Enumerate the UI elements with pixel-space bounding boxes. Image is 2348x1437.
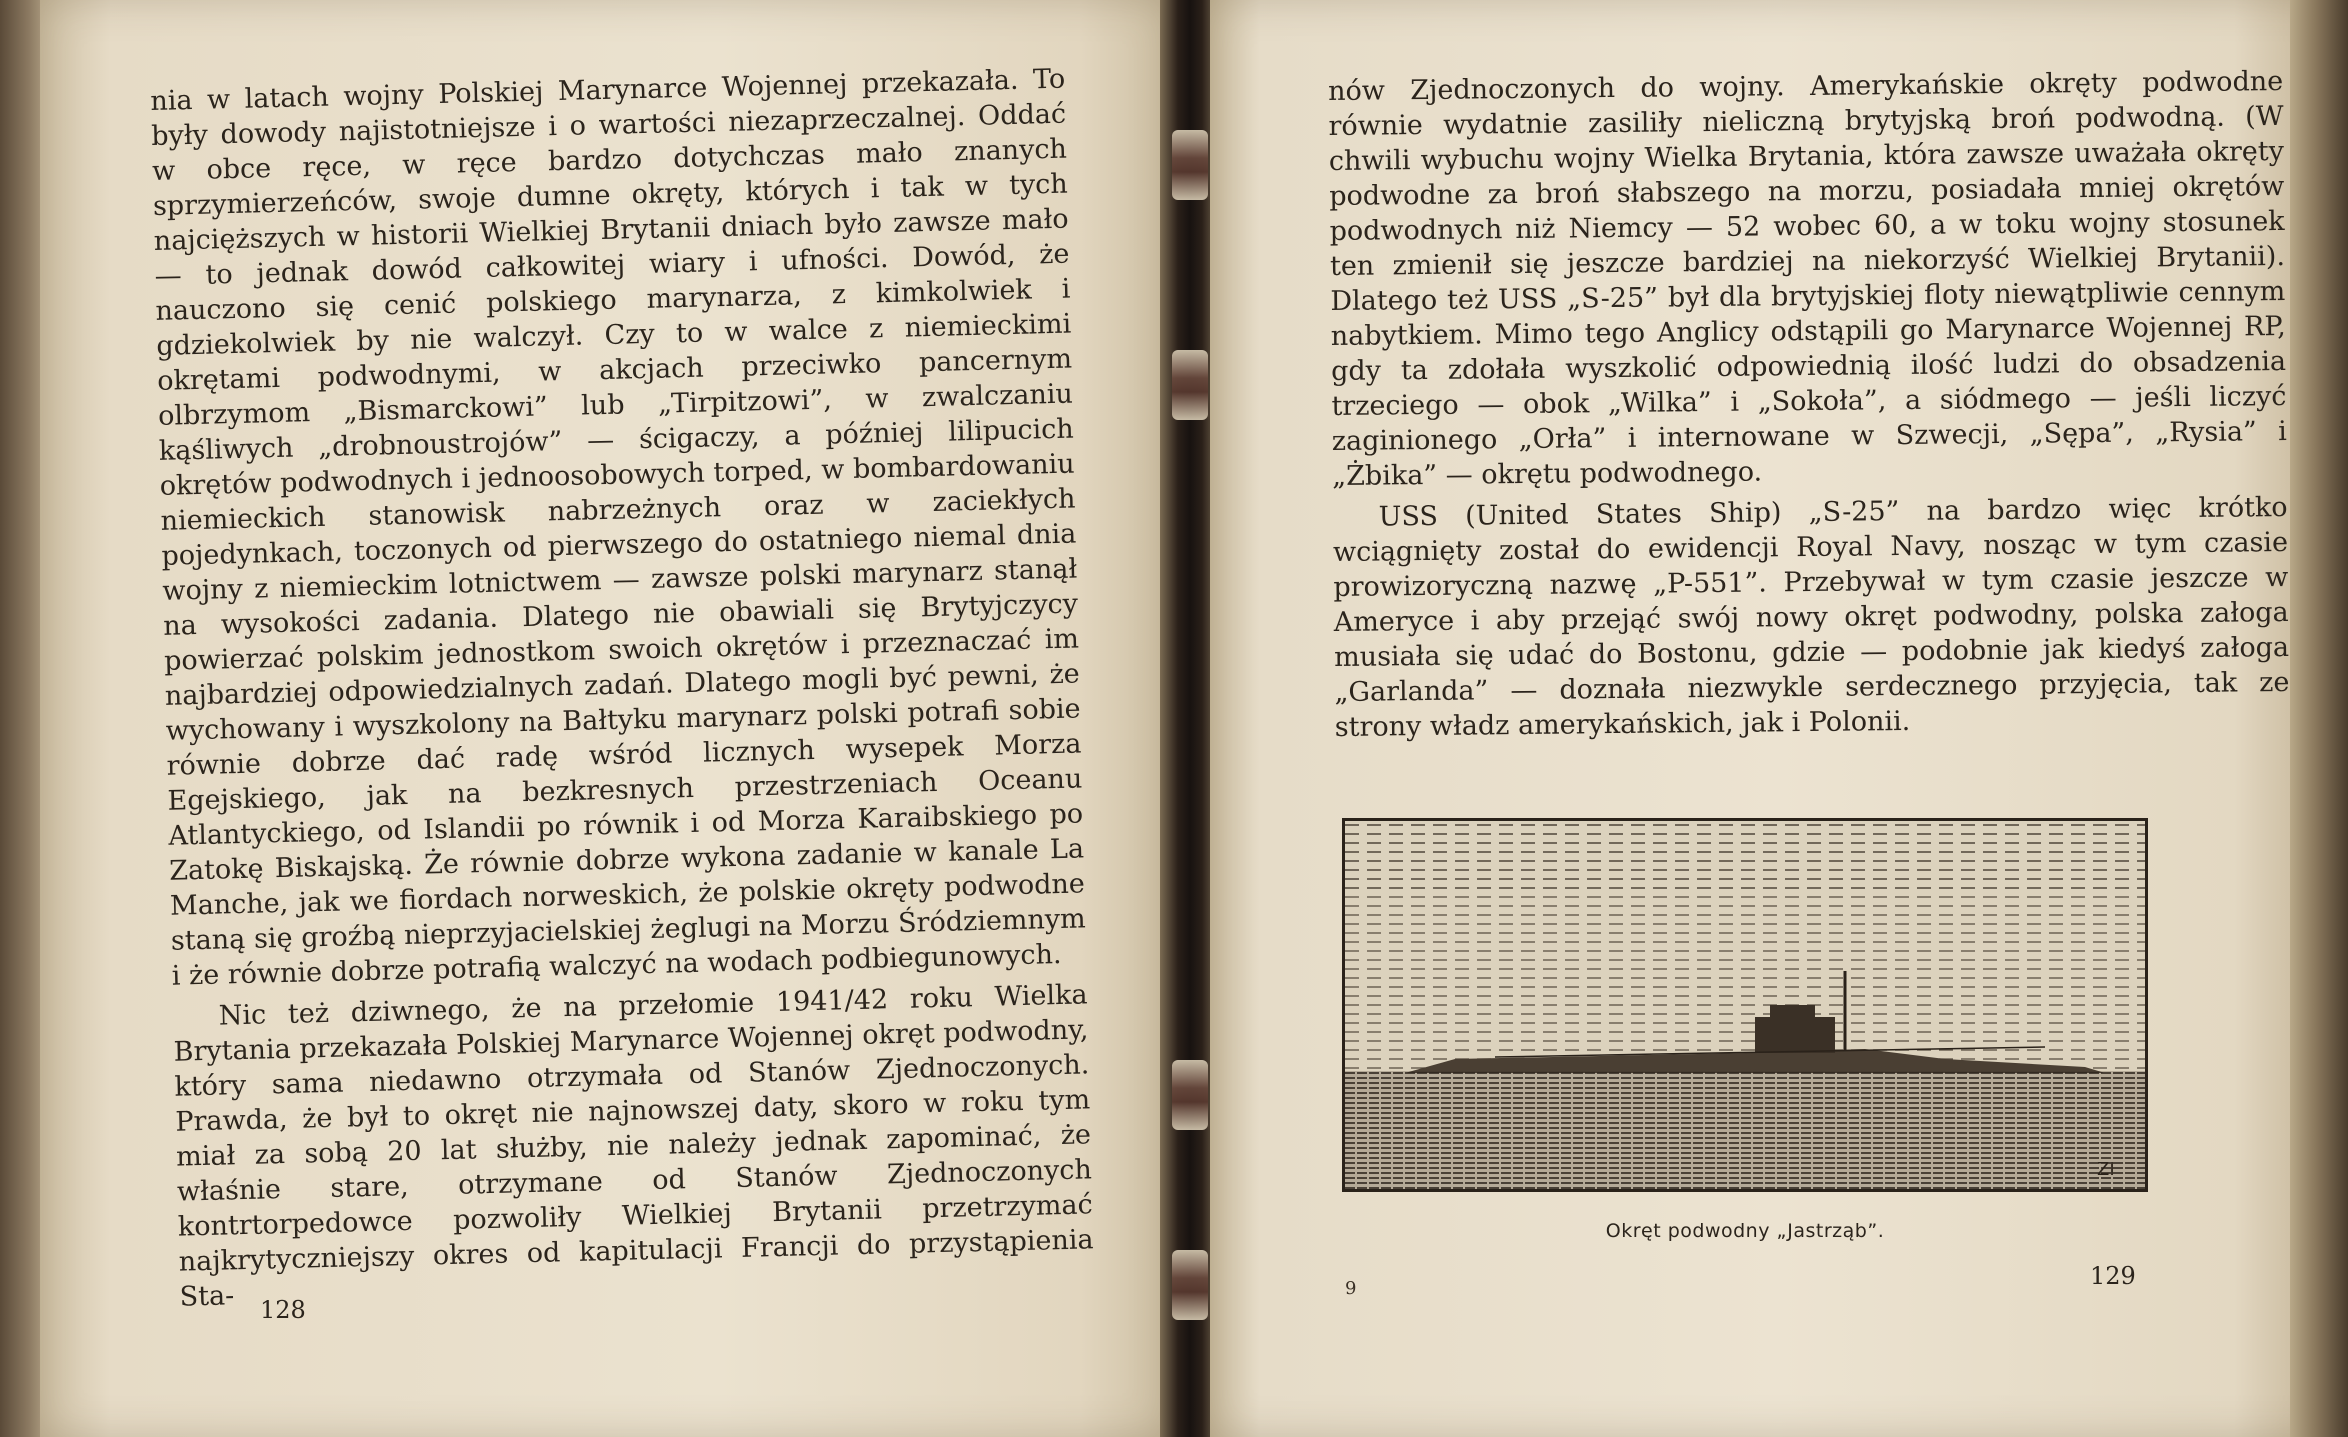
left-page-text (150, 62, 1095, 1315)
left-page (40, 0, 1170, 1437)
right-page-text (1328, 64, 2290, 745)
right-page (1210, 0, 2348, 1437)
figure-caption: Okręt podwodny „Jastrząb”. (1605, 1220, 1885, 1242)
submarine-engraving (1345, 821, 2145, 1189)
page-number-right: 129 (2090, 1262, 2136, 1290)
book-edge (2290, 0, 2348, 1437)
binding-stitch (1172, 1250, 1208, 1320)
submarine-illustration (1342, 818, 2148, 1192)
page-number-left: 128 (260, 1296, 306, 1324)
right-paragraph-2: USS (United States Ship) „S-25” na bardzo więc krótko wciągnięty został do ewidencji Royal Navy, nosząc w tym czasie prowizoryczną nazwę „P-551”. Przebywał w tym czasie jeszcze w Ameryce i aby przejąć swój nowy okręt podwodny, polska załoga musiała się udać do Bostonu, gdzie — podobnie jak kiedyś załoga „Garlanda” — doznała niezwykle serdecznego przyjęcia, tak ze strony władz amerykańskich, jak i Polonii. (1332, 491, 2290, 743)
binding-stitch (1172, 350, 1208, 420)
right-paragraph-1: nów Zjednoczonych do wojny. Amerykańskie okręty podwodne równie wydatnie zasiliły nieliczną brytyjską broń podwodną. (W chwili wybuchu wojny Wielka Brytania, która zawsze uważała okręty podwodne za broń słabszego na morzu, posiadała mniej okrętów podwodnych niż Niemcy — 52 wobec 60, a w toku wojny stosunek ten zmienił się jeszcze bardziej na niekorzyść Wielkiej Brytanii). Dlatego też USS „S-25” był dla brytyjskiej floty niewątpliwie cennym nabytkiem. Mimo tego Anglicy odstąpili go Marynarce Wojennej RP, gdy ta zdołała wyszkolić odpowiednią ilość ludzi do obsadzenia trzeciego — obok „Wilka” i „Sokoła”, a siódmego — jeśli liczyć zaginionego „Orła” i internowane w Szwecji, „Sępa”, „Rysia” i „Żbika” — okrętu podwodnego. (1328, 65, 2287, 492)
binding-stitch (1172, 130, 1208, 200)
signature-mark: 9 (1345, 1278, 1357, 1299)
engraver-monogram: ZI (2097, 1159, 2115, 1180)
binding-stitch (1172, 1060, 1208, 1130)
left-paragraph-2: Nic też dziwnego, że na przełomie 1941/42 roku Wielka Brytania przekazała Polskiej Marynarce Wojennej okręt podwodny, który sama niedawno otrzymała od Stanów Zjednoczonych. Prawda, że był to okręt nie najnowszej daty, skoro w roku tym miał za sobą 20 lat służby, nie należy jednak zapominać, że właśnie stare, otrzymane od Stanów Zjednoczonych kontrtorpedowce pozwoliły Wielkiej Brytanii przetrzymać najkrytyczniejszy okres od kapitulacji Francji do przystąpienia Sta- (173, 979, 1094, 1313)
left-paragraph-1: nia w latach wojny Polskiej Marynarce Wojennej przekazała. To były dowody najistotniejsze i o wartości niezaprzeczalnej. Oddać w obce ręce, w ręce bardzo dotychczas mało znanych sprzymierzeńców, swoje dumne okręty, których i tak w tych najcięższych w historii Wielkiej Brytanii dniach było zawsze mało — to jednak dowód całkowitej wiary i ufności. Dowód, że nauczono się cenić polskiego marynarza, z kimkolwiek i gdziekolwiek by nie walczył. Czy to w walce z niemieckimi okrętami podwodnymi, w akcjach przeciwko pancernym olbrzymom „Bismarckowi” lub „Tirpitzowi”, w zwalczaniu kąśliwych „drobnoustrojów” — ścigaczy, a później lilipucich okrętów podwodnych i jednoosobowych torped, w bombardowaniu niemieckich stanowisk nabrzeżnych oraz w zaciekłych pojedynkach, toczonych od pierwszego do ostatniego niemal dnia wojny z niemieckim lotnictwem — zawsze polski marynarz stanął na wysokości zadania. Dlatego nie obawiali się Brytyjczycy powierzać polskim jednostkom swoich okrętów i przeznaczać im najbardziej odpowiedzialnych zadań. Dlatego mogli być pewni, że wychowany i wyszkolony na Bałtyku marynarz polski potrafi sobie równie dobrze dać radę wśród licznych wysepek Morza Egejskiego, jak na bezkresnych przestrzeniach Oceanu Atlantyckiego, od Islandii po równik i od Morza Karaibskiego po Zatokę Biskajską. Że równie dobrze wykona zadanie w kanale La Manche, jak we fiordach norweskich, że polskie okręty podwodne staną się groźbą nieprzyjacielskiej żeglugi na Morzu Śródziemnym i że równie dobrze potrafią walczyć na wodach podbiegunowych. (150, 63, 1087, 992)
